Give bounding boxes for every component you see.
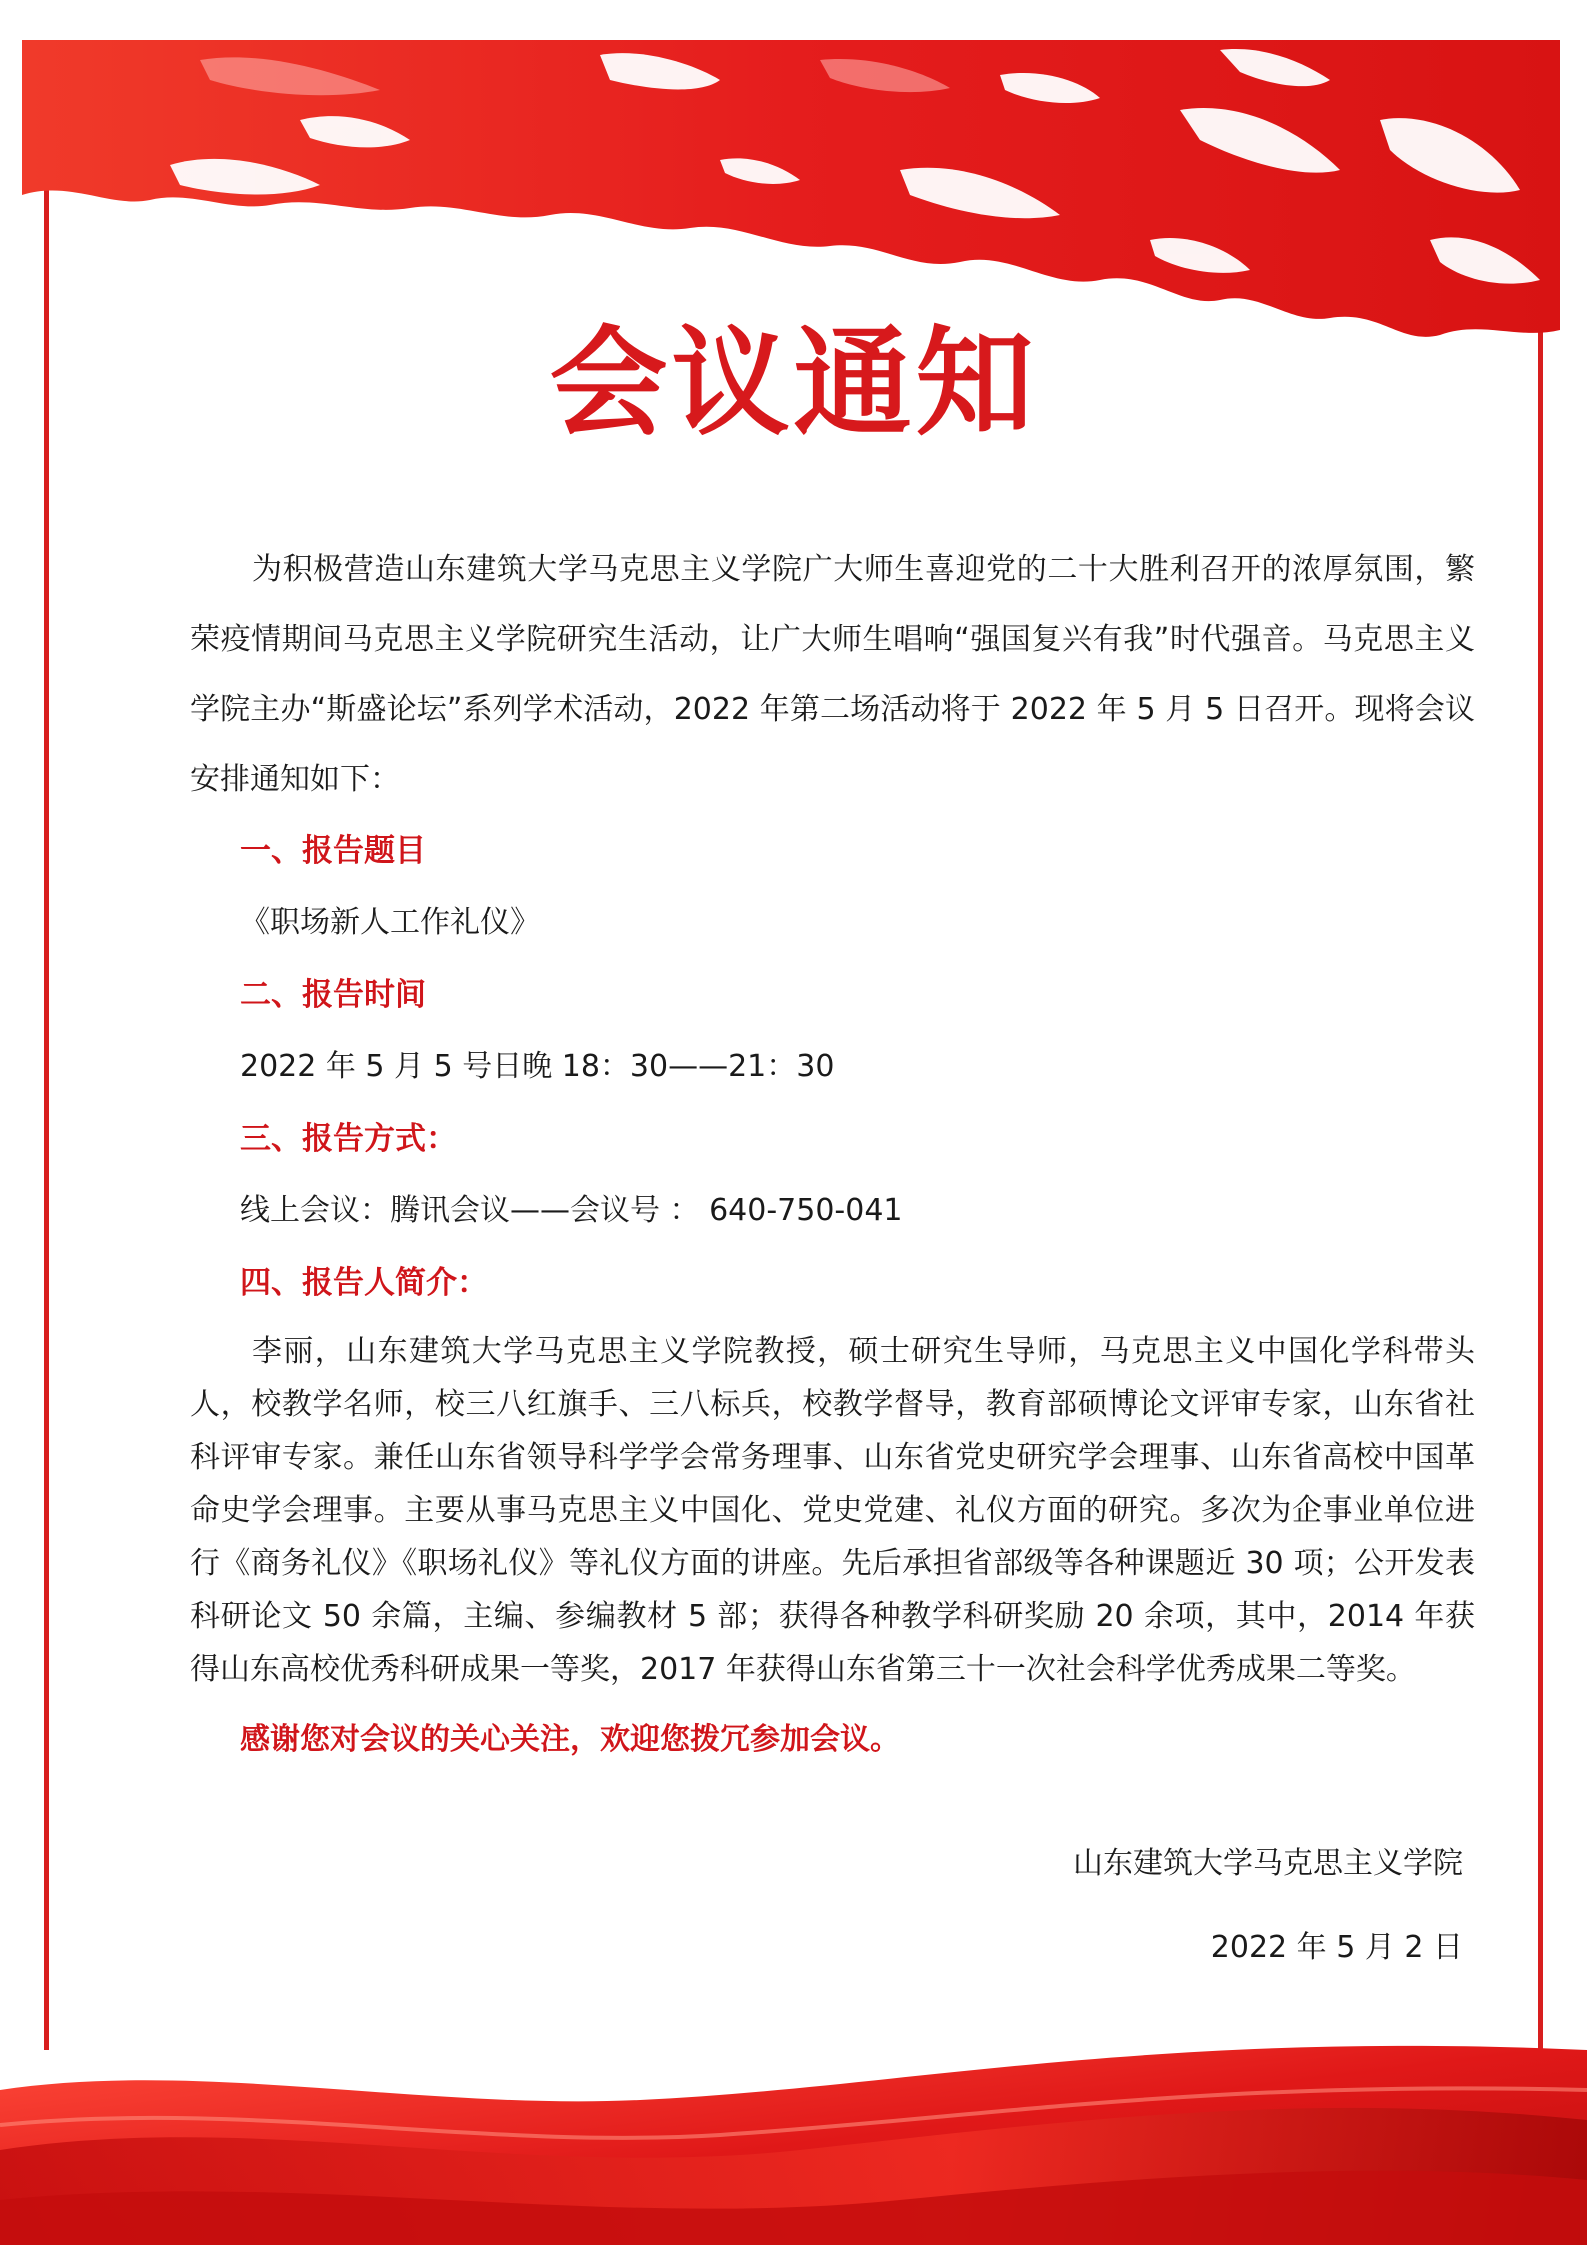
signature-date: 2022 年 5 月 2 日 [1210,1930,1463,1965]
intro-paragraph: 为积极营造山东建筑大学马克思主义学院广大师生喜迎党的二十大胜利召开的浓厚氛围，繁荣疫情期间马克思主义学院研究生活动，让广大师生唱响“强国复兴有我”时代强音。马克思主义学院主办“斯盛论坛”系列学术活动，2022 年第二场活动将于 2022 年 5 月 5 日召开。现将会议安排通知如下： [190,552,1475,797]
red-ribbon-footer [0,2030,1587,2245]
section-speaker-heading: 四、报告人简介： [240,1265,488,1301]
speaker-bio: 李丽，山东建筑大学马克思主义学院教授，硕士研究生导师，马克思主义中国化学科带头人，校教学名师，校三八红旗手、三八标兵，校教学督导，教育部硕博论文评审专家，山东省社科评审专家。兼任山东省领导科学学会常务理事、山东省党史研究学会理事、山东省高校中国革命史学会理事。主要从事马克思主义中国化、党史党建、礼仪方面的研究。多次为企事业单位进行《商务礼仪》《职场礼仪》等礼仪方面的讲座。先后承担省部级等各种课题近 30 项；公开发表科研论文 50 余篇，主编、参编教材 5 部；获得各种教学科研奖励 20 余项，其中，2014 年获得山东高校优秀科研成果一等奖，2017 年获得山东省第三十一次社会科学优秀成果二等奖。 [190,1334,1475,1687]
notice-content [190,535,1475,1990]
thanks-line: 感谢您对会议的关心关注，欢迎您拨冗参加会议。 [240,1722,900,1757]
section-method-body: 线上会议：腾讯会议——会议号 ： 640-750-041 [240,1193,903,1228]
signature-org: 山东建筑大学马克思主义学院 [1073,1846,1463,1881]
section-time-body: 2022 年 5 月 5 号日晚 18：30——21：30 [240,1049,835,1084]
page-title: 会议通知 [549,314,1038,452]
section-topic-body: 《职场新人工作礼仪》 [240,905,540,940]
section-topic-heading: 一、报告题目 [240,833,426,869]
section-time-heading: 二、报告时间 [240,977,426,1013]
section-method-heading: 三、报告方式： [240,1121,457,1157]
